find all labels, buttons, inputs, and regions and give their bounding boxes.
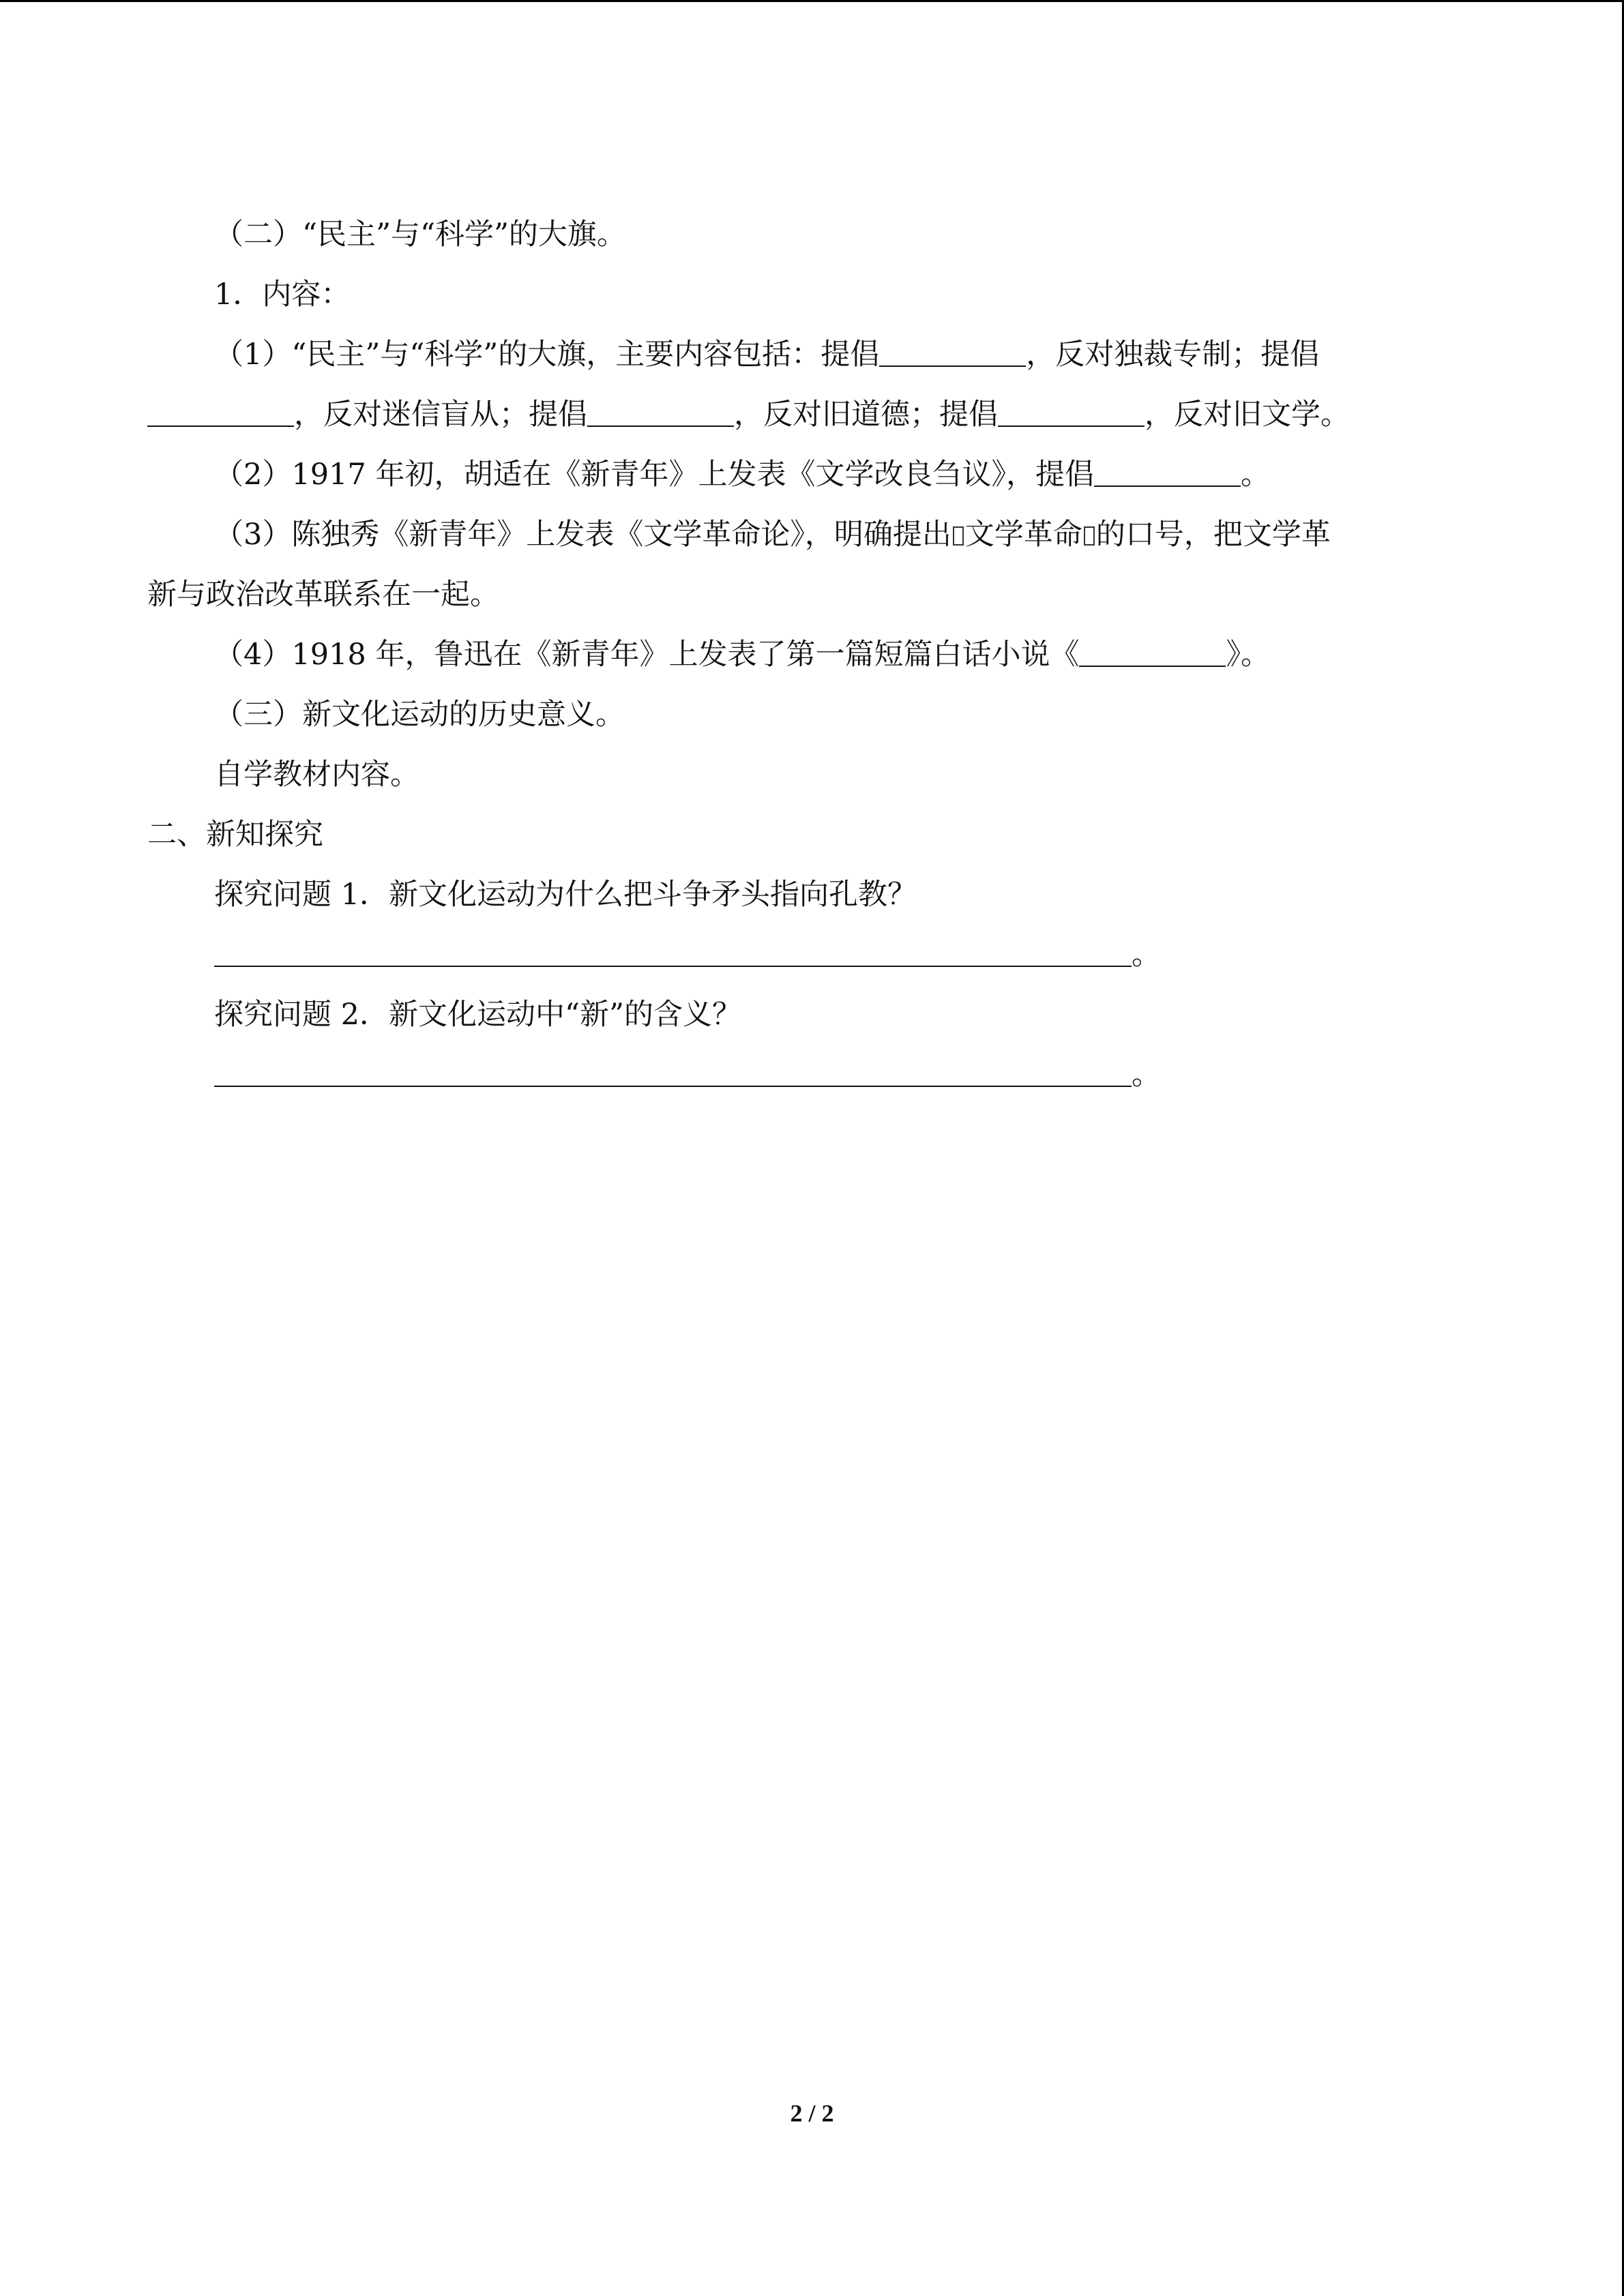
question-3-part-b: 文学革命 [964,518,1082,552]
section2-heading: （二）“民主”与“科学”的大旗。 [214,218,626,252]
question-1-part-a: ，反对独裁专制；提倡 [1026,338,1320,372]
question-2-suffix: 。 [1240,458,1270,492]
missing-glyph-box [953,526,964,546]
question-2-prefix: （2）1917 年初，胡适在《新青年》上发表《文学改良刍议》，提倡 [214,458,1094,492]
question-1-part-b: ，反对迷信盲从；提倡 [294,398,587,432]
part2-heading: 二、新知探究 [147,818,323,852]
question-1-line-2 [147,385,1477,445]
question-1-part-c: ，反对旧道德；提倡 [734,398,998,432]
question-3-line-2: 新与政治改革联系在一起。 [147,578,499,612]
question-1-prefix: （1）“民主”与“科学”的大旗，主要内容包括：提倡 [214,338,880,372]
question-4 [147,625,1477,685]
question-3-line-1 [147,505,1477,565]
answer-line-inquiry-1[interactable] [214,938,1132,967]
question-3-part-c: 的口号，把文学革 [1095,518,1331,552]
page-number: 2 / 2 [790,2100,834,2127]
question-1-line-1 [147,325,1477,385]
question-1-part-d: ，反对旧文学。 [1145,398,1350,432]
answer-blank-science[interactable] [147,398,294,427]
question-4-prefix: （4）1918 年，鲁迅在《新青年》上发表了第一篇短篇白话小说《 [214,638,1080,672]
worksheet-body [147,205,1477,1105]
answer-blank-democracy[interactable] [879,338,1026,367]
answer-blank-new-morality[interactable] [587,398,734,427]
inquiry-answer-1 [147,925,1477,985]
question-3-part-a: （3）陈独秀《新青年》上发表《文学革命论》，明确提出 [214,518,951,552]
answer-line-inquiry-2[interactable] [214,1058,1132,1087]
inquiry-question-2: 探究问题 2．新文化运动中“新”的含义？ [214,998,741,1032]
content-label: 1．内容： [214,278,351,312]
self-study-note: 自学教材内容。 [214,758,419,792]
inquiry-question-1: 探究问题 1．新文化运动为什么把斗争矛头指向孔教？ [214,878,917,912]
inquiry-answer-2 [147,1045,1477,1105]
answer-blank-vernacular[interactable] [1094,458,1241,487]
missing-glyph-box [1084,526,1095,546]
inquiry-1-end: 。 [1132,938,1161,972]
section3-heading: （三）新文化运动的历史意义。 [214,698,625,732]
answer-blank-new-literature[interactable] [998,398,1145,427]
inquiry-2-end: 。 [1132,1058,1161,1092]
question-4-suffix: 》。 [1226,638,1270,672]
answer-blank-novel-title[interactable] [1079,638,1226,667]
question-2 [147,445,1477,505]
page-border-top [0,0,1624,2]
